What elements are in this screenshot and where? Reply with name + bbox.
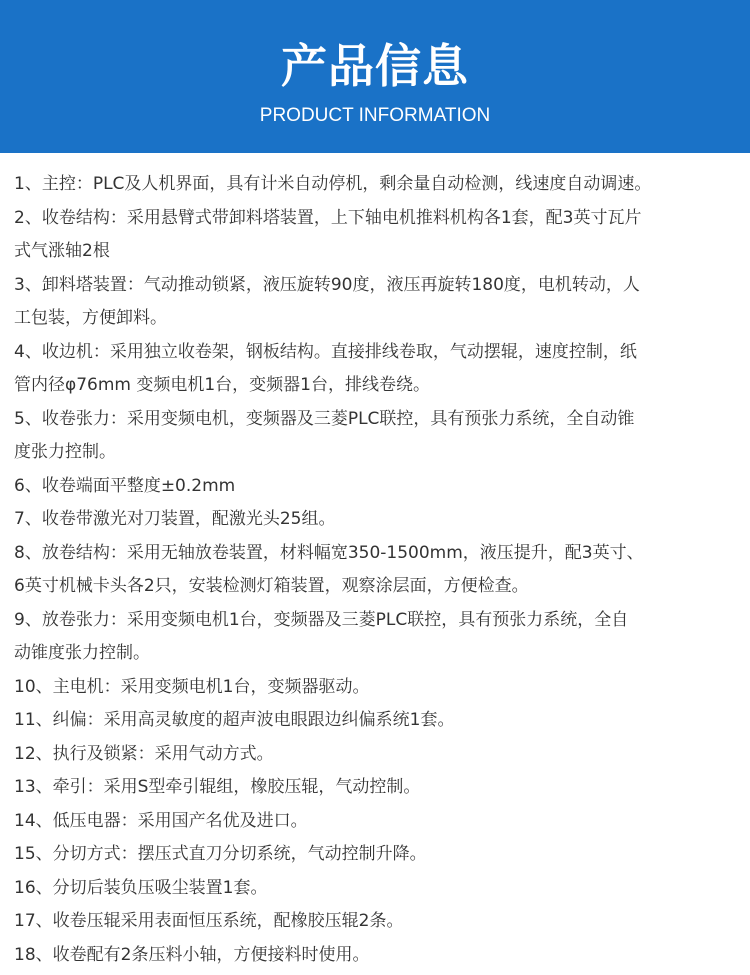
spec-line: 13、牵引：采用S型牵引辊组，橡胶压辊，气动控制。 [14, 777, 421, 797]
spec-line: 7、收卷带激光对刀装置，配激光头25组。 [14, 509, 336, 529]
spec-line: 18、收卷配有2条压料小轴，方便接料时使用。 [14, 944, 370, 965]
spec-line: 5、收卷张力：采用变频电机，变频器及三菱PLC联控，具有预张力系统，全自动锥 [14, 408, 635, 429]
spec-line: 16、分切后装负压吸尘装置1套。 [14, 877, 268, 898]
spec-line: 17、收卷压辊采用表面恒压系统，配橡胶压辊2条。 [14, 911, 404, 931]
spec-line: 14、低压电器：采用国产名优及进口。 [14, 810, 308, 831]
spec-line: 工包装，方便卸料。 [14, 308, 167, 328]
spec-line: 度张力控制。 [14, 442, 116, 462]
spec-list [14, 168, 738, 972]
spec-line: 11、纠偏：采用高灵敏度的超声波电眼跟边纠偏系统1套。 [14, 710, 455, 730]
spec-line: 1、主控：PLC及人机界面，具有计米自动停机，剩余量自动检测，线速度自动调速。 [14, 174, 652, 194]
header-banner [0, 0, 750, 153]
spec-line: 式气涨轴2根 [14, 241, 110, 261]
spec-line: 6英寸机械卡头各2只，安装检测灯箱装置，观察涂层面，方便检查。 [14, 576, 529, 596]
page-subtitle: PRODUCT INFORMATION [259, 105, 491, 126]
spec-line: 12、执行及锁紧：采用气动方式。 [14, 743, 274, 764]
spec-line: 15、分切方式：摆压式直刀分切系统，气动控制升降。 [14, 844, 427, 864]
spec-line: 4、收边机：采用独立收卷架，钢板结构。直接排线卷取，气动摆辊，速度控制，纸 [14, 341, 637, 362]
spec-line: 6、收卷端面平整度±0.2mm [14, 475, 236, 496]
spec-line: 管内径φ76mm 变频电机1台，变频器1台，排线卷绕。 [14, 375, 431, 395]
spec-line: 动锥度张力控制。 [14, 643, 150, 663]
spec-line: 3、卸料塔装置：气动推动锁紧，液压旋转90度，液压再旋转180度，电机转动，人 [14, 274, 640, 295]
page-title: 产品信息 [281, 39, 469, 93]
spec-line: 9、放卷张力：采用变频电机1台，变频器及三菱PLC联控，具有预张力系统，全自 [14, 609, 629, 630]
spec-line: 8、放卷结构：采用无轴放卷装置，材料幅宽350-1500mm，液压提升，配3英寸、 [14, 542, 644, 563]
spec-line: 2、收卷结构：采用悬臂式带卸料塔装置，上下轴电机推料机构各1套，配3英寸瓦片 [14, 207, 642, 228]
spec-line: 10、主电机：采用变频电机1台，变频器驱动。 [14, 676, 370, 697]
